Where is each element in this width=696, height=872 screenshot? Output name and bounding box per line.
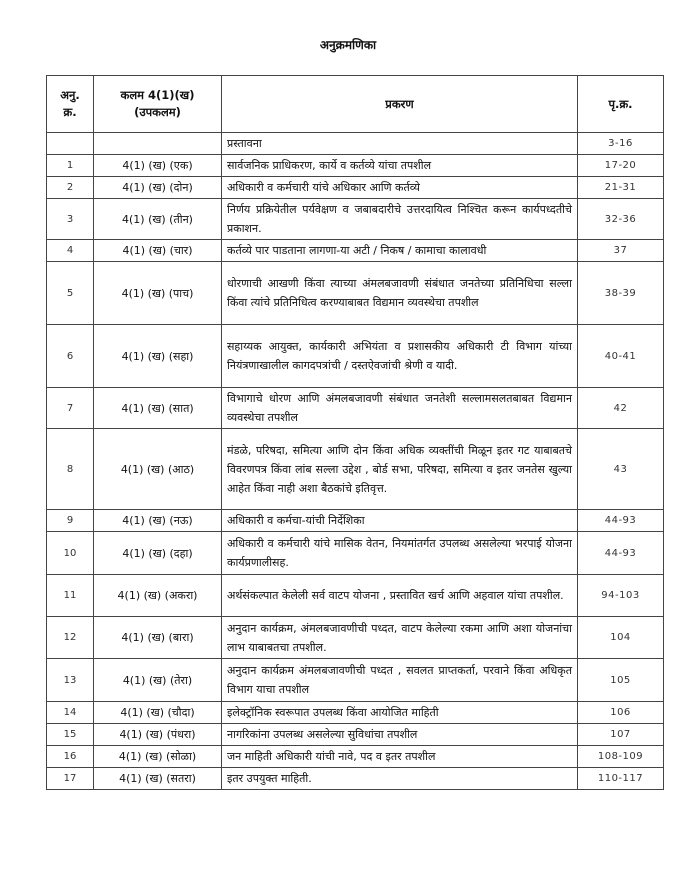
page-cell: 32-36 — [578, 199, 664, 240]
page-cell: 44-93 — [578, 510, 664, 532]
page-cell: 37 — [578, 240, 664, 262]
topic-cell: निर्णय प्रक्रियेतील पर्यवेक्षण व जबाबदारीचे उत्तरदायित्व निश्चित करून कार्यपध्दतीचे प्रकाशन. — [222, 199, 578, 240]
serial-cell: 8 — [47, 429, 94, 510]
section-cell: 4(1) (ख) (आठ) — [94, 429, 222, 510]
serial-cell: 9 — [47, 510, 94, 532]
topic-cell: नागरिकांना उपलब्ध असलेल्या सुविधांचा तपशील — [222, 724, 578, 746]
serial-cell: 2 — [47, 177, 94, 199]
page-cell: 21-31 — [578, 177, 664, 199]
topic-cell: कर्तव्ये पार पाडताना लागणा-या अटी / निकष / कामाचा कालावधी — [222, 240, 578, 262]
header-serial-number: अनु. क्र. — [47, 76, 94, 133]
page-cell: 108-109 — [578, 746, 664, 768]
topic-cell: सहाय्यक आयुक्त, कार्यकारी अभियंता व प्रशासकीय अधिकारी टी विभाग यांच्या नियंत्रणाखालील कागदपत्रांची / दस्तऐवजांची श्रेणी व यादी. — [222, 325, 578, 388]
topic-cell: सार्वजनिक प्राधिकरण, कार्ये व कर्तव्ये यांचा तपशील — [222, 155, 578, 177]
serial-cell — [47, 133, 94, 155]
section-cell: 4(1) (ख) (सोळा) — [94, 746, 222, 768]
section-cell: 4(1) (ख) (पाच) — [94, 262, 222, 325]
topic-cell: मंडळे, परिषदा, समित्या आणि दोन किंवा अधिक व्यक्तींची मिळून इतर गट याबाबतचे विवरणपत्र किंवा लांब सल्ला उद्देश , बोर्ड सभा, परिषदा, समित्या व इतर जनतेस खुल्या आहेत किंवा नाही अशा बैठकांचे इतिवृत्त. — [222, 429, 578, 510]
table-row — [47, 429, 664, 510]
topic-cell: अधिकारी व कर्मचा-यांची निर्देशिका — [222, 510, 578, 532]
table-row — [47, 702, 664, 724]
topic-cell: इतर उपयुक्त माहिती. — [222, 768, 578, 790]
page-cell: 104 — [578, 617, 664, 659]
table-row — [47, 510, 664, 532]
page-cell: 40-41 — [578, 325, 664, 388]
table-row — [47, 240, 664, 262]
serial-cell: 10 — [47, 532, 94, 575]
topic-cell: जन माहिती अधिकारी यांची नावे, पद व इतर तपशील — [222, 746, 578, 768]
section-cell: 4(1) (ख) (पंधरा) — [94, 724, 222, 746]
section-cell: 4(1) (ख) (चार) — [94, 240, 222, 262]
serial-cell: 7 — [47, 388, 94, 429]
topic-cell: अनुदान कार्यक्रम, अंमलबजावणीची पध्दत, वाटप केलेल्या रकमा आणि अशा योजनांचा लाभ याबाबतचा तपशील. — [222, 617, 578, 659]
table-row — [47, 262, 664, 325]
serial-cell: 15 — [47, 724, 94, 746]
topic-cell: अनुदान कार्यक्रम अंमलबजावणीची पध्दत , सवलत प्राप्तकर्ता, परवाने किंवा अधिकृत विभाग याचा तपशील — [222, 659, 578, 702]
serial-cell: 16 — [47, 746, 94, 768]
page-cell: 107 — [578, 724, 664, 746]
table-row — [47, 155, 664, 177]
table-row — [47, 532, 664, 575]
header-page-number: पृ.क्र. — [578, 76, 664, 133]
header-section: कलम 4(1)(ख) (उपकलम) — [94, 76, 222, 133]
page-cell: 38-39 — [578, 262, 664, 325]
topic-cell: विभागाचे धोरण आणि अंमलबजावणी संबंधात जनतेशी सल्लामसलतबाबत विद्यमान व्यवस्थेचा तपशील — [222, 388, 578, 429]
serial-cell: 5 — [47, 262, 94, 325]
section-cell: 4(1) (ख) (नऊ) — [94, 510, 222, 532]
header-topic: प्रकरण — [222, 76, 578, 133]
page-cell: 42 — [578, 388, 664, 429]
section-cell: 4(1) (ख) (दहा) — [94, 532, 222, 575]
page-cell: 44-93 — [578, 532, 664, 575]
page-cell: 110-117 — [578, 768, 664, 790]
topic-cell: अर्थसंकल्पात केलेली सर्व वाटप योजना , प्रस्तावित खर्च आणि अहवाल यांचा तपशील. — [222, 575, 578, 617]
table-row — [47, 768, 664, 790]
section-cell — [94, 133, 222, 155]
table-row — [47, 177, 664, 199]
serial-cell: 6 — [47, 325, 94, 388]
page-cell: 17-20 — [578, 155, 664, 177]
table-of-contents — [46, 75, 664, 790]
table-row — [47, 617, 664, 659]
serial-cell: 3 — [47, 199, 94, 240]
section-cell: 4(1) (ख) (सतरा) — [94, 768, 222, 790]
section-cell: 4(1) (ख) (सात) — [94, 388, 222, 429]
section-cell: 4(1) (ख) (तेरा) — [94, 659, 222, 702]
topic-cell: अधिकारी व कर्मचारी यांचे अधिकार आणि कर्तव्ये — [222, 177, 578, 199]
table-row — [47, 388, 664, 429]
section-cell: 4(1) (ख) (दोन) — [94, 177, 222, 199]
table-row — [47, 325, 664, 388]
page-title: अनुक्रमणिका — [319, 38, 377, 52]
serial-cell: 11 — [47, 575, 94, 617]
section-cell: 4(1) (ख) (तीन) — [94, 199, 222, 240]
section-cell: 4(1) (ख) (चौदा) — [94, 702, 222, 724]
serial-cell: 12 — [47, 617, 94, 659]
serial-cell: 4 — [47, 240, 94, 262]
table-row — [47, 133, 664, 155]
page-cell: 106 — [578, 702, 664, 724]
topic-cell: अधिकारी व कर्मचारी यांचे मासिक वेतन, नियमांतर्गत उपलब्ध असलेल्या भरपाई योजना कार्यप्रणालीसह. — [222, 532, 578, 575]
serial-cell: 14 — [47, 702, 94, 724]
table-row — [47, 575, 664, 617]
table-header-row — [47, 76, 664, 133]
serial-cell: 1 — [47, 155, 94, 177]
section-cell: 4(1) (ख) (सहा) — [94, 325, 222, 388]
table-row — [47, 746, 664, 768]
page-cell: 43 — [578, 429, 664, 510]
page-cell: 94-103 — [578, 575, 664, 617]
serial-cell: 17 — [47, 768, 94, 790]
table-row — [47, 659, 664, 702]
section-cell: 4(1) (ख) (बारा) — [94, 617, 222, 659]
topic-cell: धोरणाची आखणी किंवा त्याच्या अंमलबजावणी संबंधात जनतेच्या प्रतिनिधिचा सल्ला किंवा त्यांचे प्रतिनिधित्व करण्याबाबत विद्यमान व्यवस्थेचा तपशील — [222, 262, 578, 325]
serial-cell: 13 — [47, 659, 94, 702]
table-row — [47, 724, 664, 746]
section-cell: 4(1) (ख) (अकरा) — [94, 575, 222, 617]
topic-cell: इलेक्ट्रॉनिक स्वरूपात उपलब्ध किंवा आयोजित माहिती — [222, 702, 578, 724]
page-cell: 105 — [578, 659, 664, 702]
topic-cell: प्रस्तावना — [222, 133, 578, 155]
section-cell: 4(1) (ख) (एक) — [94, 155, 222, 177]
page-cell: 3-16 — [578, 133, 664, 155]
table-body — [47, 133, 664, 790]
table-row — [47, 199, 664, 240]
